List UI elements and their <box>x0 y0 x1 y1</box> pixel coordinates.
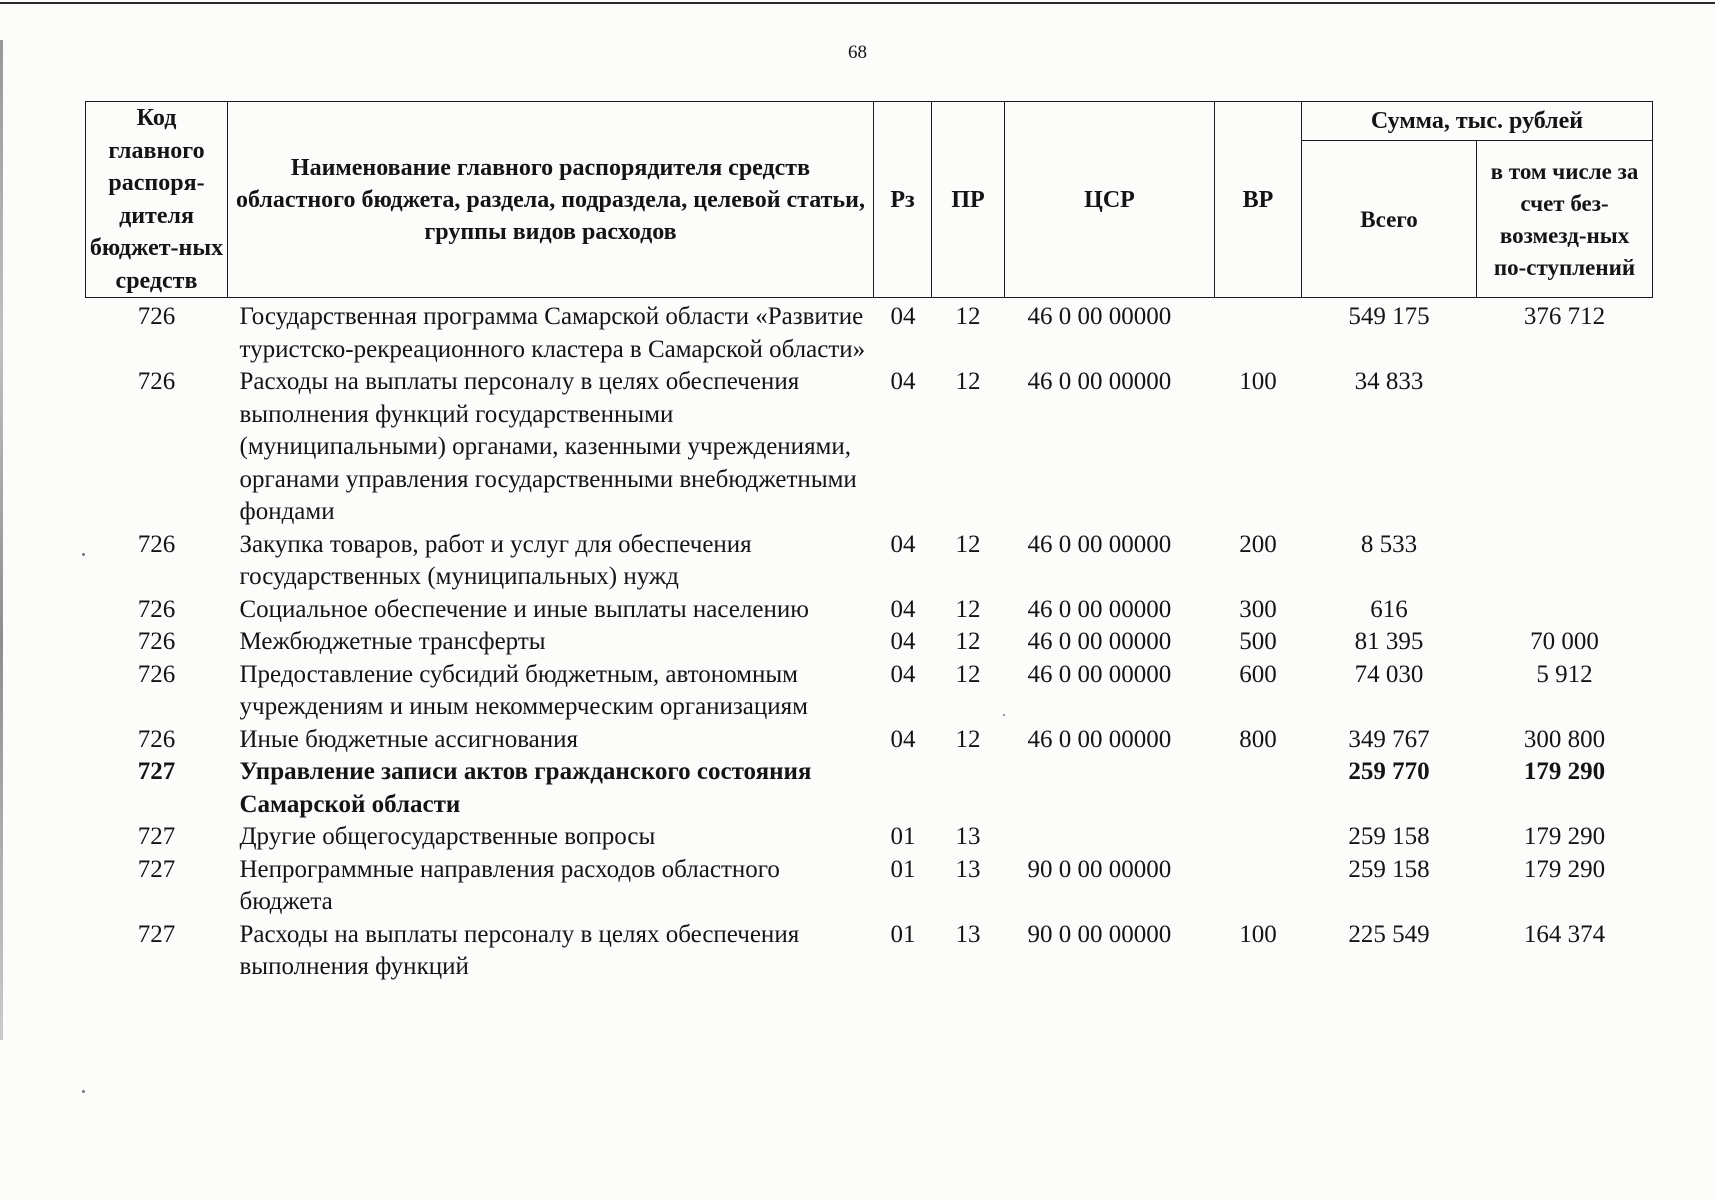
cell-code: 727 <box>137 758 176 785</box>
cell-code: 726 <box>137 628 176 655</box>
cell-vr <box>1215 854 1302 919</box>
cell-name: Государственная программа Самарской области «Развитие туристско-рекреационного кластера в Самарской области» <box>239 303 866 363</box>
cell-csr: 90 0 00 00000 <box>1027 920 1172 948</box>
cell-name: Другие общегосударственные вопросы <box>239 823 656 850</box>
cell-csr: 46 0 00 00000 <box>1027 725 1172 753</box>
cell-csr: 46 0 00 00000 <box>1027 660 1172 688</box>
cell-code: 726 <box>137 595 176 623</box>
cell-free: 179 290 <box>1523 758 1606 785</box>
cell-pr: 13 <box>955 823 981 850</box>
cell-name: Расходы на выплаты персоналу в целях обеспечения выполнения функций <box>239 920 800 980</box>
header-vr: ВР <box>1215 102 1302 298</box>
cell-free: 5 912 <box>1536 660 1593 688</box>
cell-code: 726 <box>137 303 176 330</box>
cell-rz: 04 <box>890 595 916 623</box>
cell-total: 81 395 <box>1354 628 1424 655</box>
header-rz: Рз <box>874 102 932 298</box>
cell-pr: 12 <box>955 530 981 558</box>
cell-code: 727 <box>137 920 176 948</box>
cell-csr <box>1005 821 1215 854</box>
cell-csr: 46 0 00 00000 <box>1027 530 1172 558</box>
cell-total: 259 770 <box>1348 758 1430 785</box>
cell-vr: 800 <box>1239 725 1277 753</box>
cell-free: 376 712 <box>1523 303 1606 330</box>
cell-total: 259 158 <box>1348 855 1430 883</box>
cell-pr <box>932 756 1005 821</box>
cell-free <box>1477 594 1653 627</box>
cell-total: 74 030 <box>1354 660 1424 688</box>
cell-total: 616 <box>1370 595 1408 623</box>
cell-rz: 01 <box>890 855 916 883</box>
scan-top-border <box>0 2 1715 4</box>
cell-csr: 46 0 00 00000 <box>1027 595 1172 623</box>
scan-speck <box>82 1090 85 1093</box>
header-code: Код главного распоря-дителя бюджет-ных средств <box>86 102 228 298</box>
cell-total: 34 833 <box>1354 368 1424 395</box>
cell-name: Закупка товаров, работ и услуг для обеспечения государственных (муниципальных) нужд <box>239 530 752 590</box>
cell-pr: 12 <box>955 628 981 655</box>
cell-rz: 04 <box>890 628 916 655</box>
cell-name: Расходы на выплаты персоналу в целях обеспечения выполнения функций государственными (муниципальными) органами, казенными учреждениями, органами управления государственными внебюджетными фондами <box>239 368 857 525</box>
cell-rz <box>874 756 932 821</box>
header-sum: Сумма, тыс. рублей <box>1302 102 1653 141</box>
header-name: Наименование главного распорядителя средств областного бюджета, раздела, подраздела, целевой статьи, группы видов расходов <box>228 102 874 298</box>
cell-pr: 12 <box>955 725 981 753</box>
cell-free <box>1477 529 1653 594</box>
cell-rz: 04 <box>890 530 916 558</box>
cell-csr <box>1005 756 1215 821</box>
table-row-department <box>86 756 1653 821</box>
cell-rz: 04 <box>890 660 916 688</box>
cell-vr: 500 <box>1239 628 1277 655</box>
cell-free <box>1477 366 1653 529</box>
cell-vr: 600 <box>1239 660 1277 688</box>
table-row <box>86 919 1653 984</box>
cell-vr <box>1215 821 1302 854</box>
cell-code: 726 <box>137 660 176 688</box>
cell-code: 726 <box>137 530 176 558</box>
page-number: 68 <box>848 42 867 63</box>
table-row <box>86 724 1653 757</box>
cell-total: 225 549 <box>1348 920 1430 948</box>
cell-total: 259 158 <box>1348 823 1430 850</box>
cell-total: 8 533 <box>1360 530 1418 558</box>
cell-name: Иные бюджетные ассигнования <box>239 725 579 753</box>
cell-free: 70 000 <box>1530 628 1599 655</box>
cell-free: 179 290 <box>1523 823 1606 850</box>
cell-code: 726 <box>137 725 176 753</box>
cell-pr: 13 <box>955 855 981 883</box>
cell-pr: 12 <box>955 595 981 623</box>
cell-vr: 100 <box>1239 920 1277 948</box>
header-total: Всего <box>1302 141 1477 298</box>
table-row <box>86 659 1653 724</box>
table-row <box>86 529 1653 594</box>
cell-name: Межбюджетные трансферты <box>239 628 546 655</box>
cell-pr: 12 <box>955 660 981 688</box>
scan-left-edge <box>0 40 3 1040</box>
cell-code: 726 <box>137 368 176 395</box>
cell-rz: 04 <box>890 368 916 395</box>
cell-rz: 01 <box>890 920 916 948</box>
cell-csr: 46 0 00 00000 <box>1027 303 1172 330</box>
cell-pr: 12 <box>955 368 981 395</box>
cell-free: 164 374 <box>1523 920 1606 948</box>
table-row <box>86 298 1653 367</box>
cell-vr <box>1215 756 1302 821</box>
header-free: в том числе за счет без-возмезд-ных по-ступлений <box>1477 141 1653 298</box>
cell-name: Социальное обеспечение и иные выплаты населению <box>239 595 809 623</box>
header-csr: ЦСР <box>1005 102 1215 298</box>
cell-free: 300 800 <box>1523 725 1606 753</box>
cell-csr: 90 0 00 00000 <box>1027 855 1172 883</box>
table-row <box>86 594 1653 627</box>
table-row <box>86 366 1653 529</box>
budget-table <box>85 101 1653 984</box>
cell-pr: 12 <box>955 303 981 330</box>
cell-csr: 46 0 00 00000 <box>1027 368 1172 395</box>
header-pr: ПР <box>932 102 1005 298</box>
table-row <box>86 821 1653 854</box>
cell-code: 727 <box>137 823 176 850</box>
cell-total: 549 175 <box>1348 303 1430 330</box>
cell-name: Предоставление субсидий бюджетным, автономным учреждениям и иным некоммерческим организациям <box>239 660 808 720</box>
cell-name: Непрограммные направления расходов областного бюджета <box>239 855 780 915</box>
cell-csr: 46 0 00 00000 <box>1027 628 1172 655</box>
cell-code: 727 <box>137 855 176 883</box>
cell-vr: 100 <box>1239 368 1277 395</box>
cell-vr <box>1215 298 1302 367</box>
cell-total: 349 767 <box>1348 725 1430 753</box>
cell-free: 179 290 <box>1523 855 1606 883</box>
cell-name: Управление записи актов гражданского состояния Самарской области <box>239 758 812 818</box>
table-row <box>86 854 1653 919</box>
cell-pr: 13 <box>955 920 981 948</box>
cell-rz: 04 <box>890 303 916 330</box>
cell-vr: 300 <box>1239 595 1277 623</box>
cell-rz: 04 <box>890 725 916 753</box>
cell-rz: 01 <box>890 823 916 850</box>
cell-vr: 200 <box>1239 530 1277 558</box>
table-row <box>86 626 1653 659</box>
